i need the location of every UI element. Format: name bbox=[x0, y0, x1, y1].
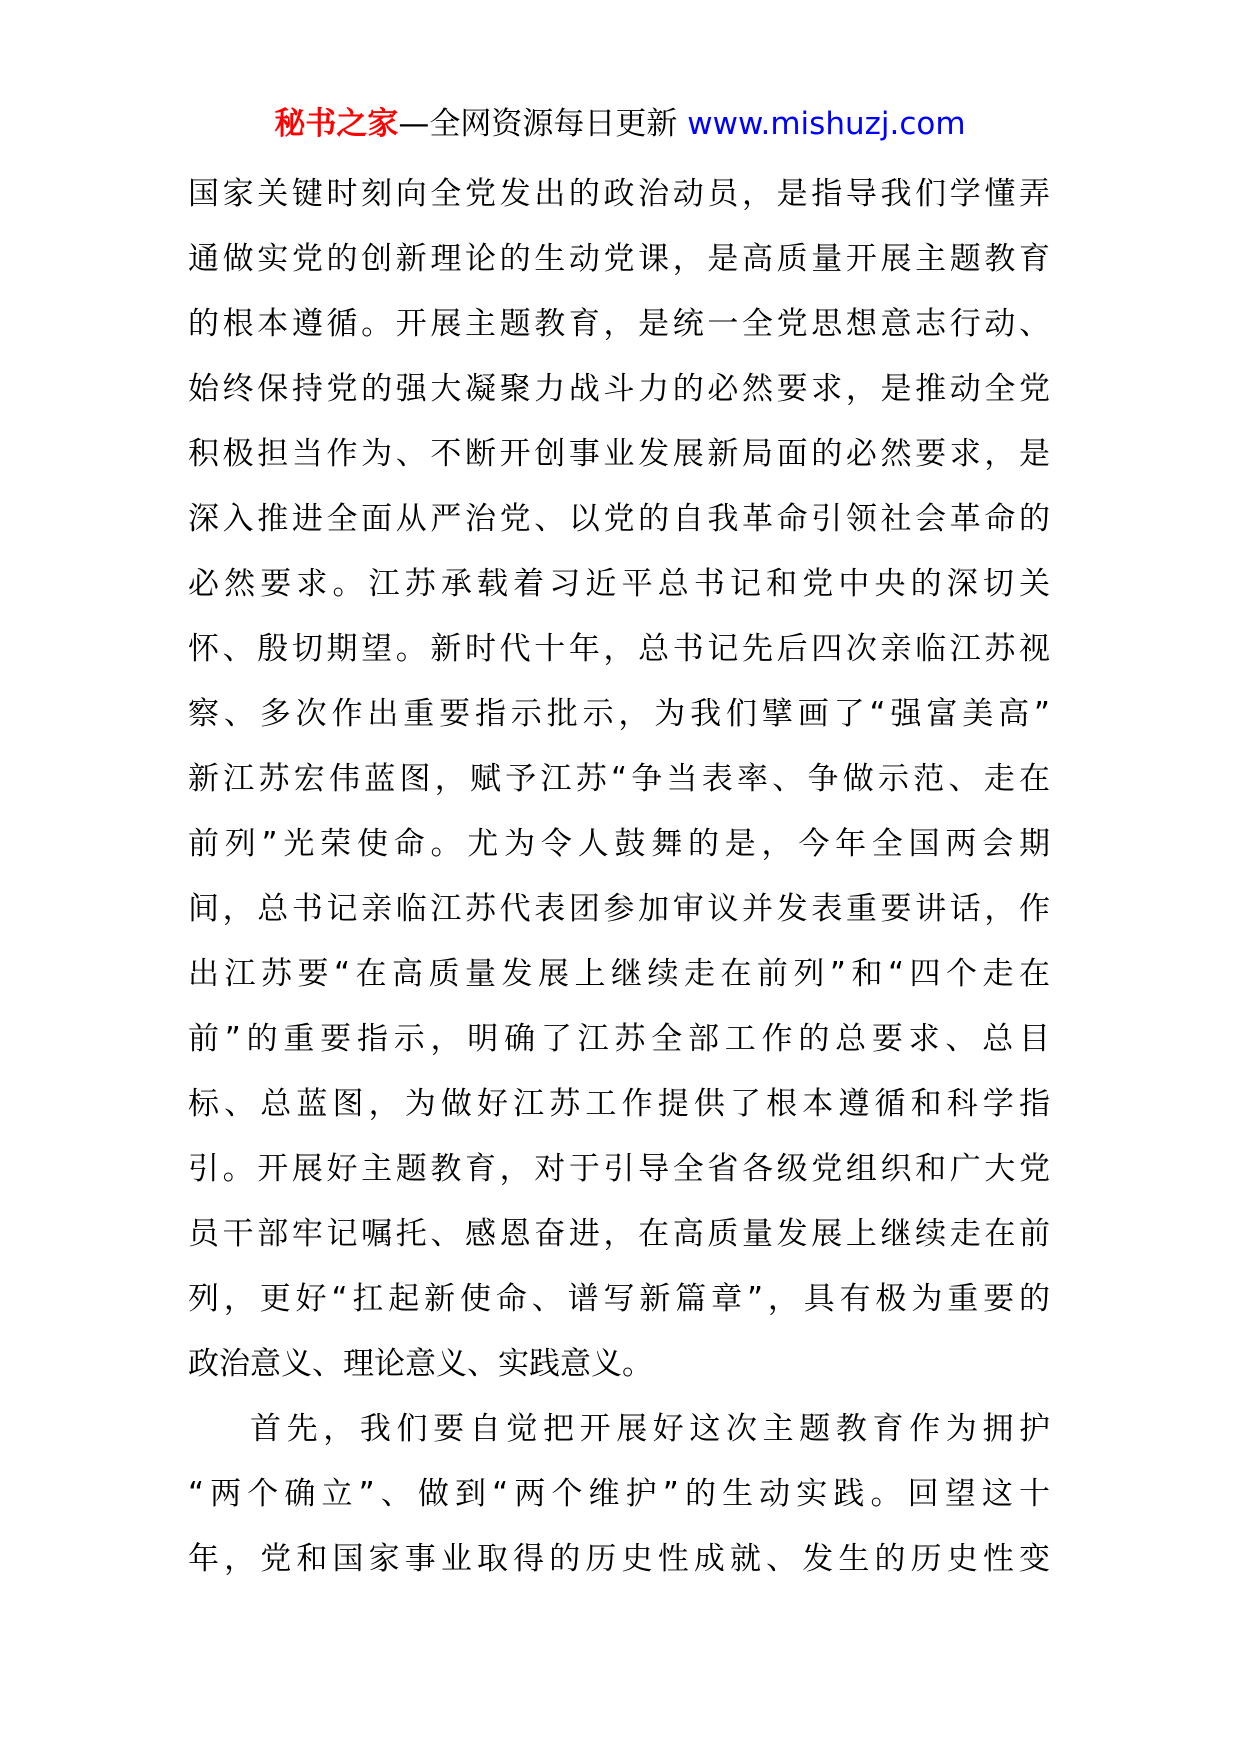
brand-name: 秘书之家 bbox=[274, 106, 399, 142]
text-line: 列，更好“扛起新使命、谱写新篇章”，具有极为重要的 bbox=[188, 1281, 1050, 1317]
paragraph-end-line: 政治意义、理论意义、实践意义。 bbox=[188, 1346, 653, 1382]
text-line: 前列”光荣使命。尤为令人鼓舞的是，今年全国两会期 bbox=[188, 826, 1050, 862]
document-body bbox=[188, 162, 1050, 1592]
text-line: 前”的重要指示，明确了江苏全部工作的总要求、总目 bbox=[188, 1021, 1050, 1057]
header-slogan: —全网资源每日更新 bbox=[398, 106, 688, 142]
text-line: 新江苏宏伟蓝图，赋予江苏“争当表率、争做示范、走在 bbox=[188, 761, 1050, 797]
text-line: 出江苏要“在高质量发展上继续走在前列”和“四个走在 bbox=[188, 956, 1050, 992]
page-header bbox=[0, 98, 1240, 150]
text-line: 始终保持党的强大凝聚力战斗力的必然要求，是推动全党 bbox=[188, 371, 1050, 407]
text-line: 间，总书记亲临江苏代表团参加审议并发表重要讲话，作 bbox=[188, 891, 1050, 927]
text-line: 深入推进全面从严治党、以党的自我革命引领社会革命的 bbox=[188, 501, 1050, 537]
text-line: 的根本遵循。开展主题教育，是统一全党思想意志行动、 bbox=[188, 306, 1050, 342]
text-line: 通做实党的创新理论的生动党课，是高质量开展主题教育 bbox=[188, 241, 1050, 277]
text-line: 年，党和国家事业取得的历史性成就、发生的历史性变 bbox=[188, 1541, 1050, 1577]
text-line: 员干部牢记嘱托、感恩奋进，在高质量发展上继续走在前 bbox=[188, 1216, 1050, 1252]
text-line: 怀、殷切期望。新时代十年，总书记先后四次亲临江苏视 bbox=[188, 631, 1050, 667]
text-line: 必然要求。江苏承载着习近平总书记和党中央的深切关 bbox=[188, 566, 1050, 602]
text-line: 积极担当作为、不断开创事业发展新局面的必然要求，是 bbox=[188, 436, 1050, 472]
text-line: 标、总蓝图，为做好江苏工作提供了根本遵循和科学指 bbox=[188, 1086, 1050, 1122]
website-url[interactable]: www.mishuzj.com bbox=[687, 106, 966, 142]
text-line: 察、多次作出重要指示批示，为我们擘画了“强富美高” bbox=[188, 696, 1050, 732]
text-line: “两个确立”、做到“两个维护”的生动实践。回望这十 bbox=[188, 1476, 1050, 1512]
paragraph-first-line: 首先，我们要自觉把开展好这次主题教育作为拥护 bbox=[250, 1411, 1050, 1447]
text-line: 引。开展好主题教育，对于引导全省各级党组织和广大党 bbox=[188, 1151, 1050, 1187]
text-line: 国家关键时刻向全党发出的政治动员，是指导我们学懂弄 bbox=[188, 176, 1050, 212]
